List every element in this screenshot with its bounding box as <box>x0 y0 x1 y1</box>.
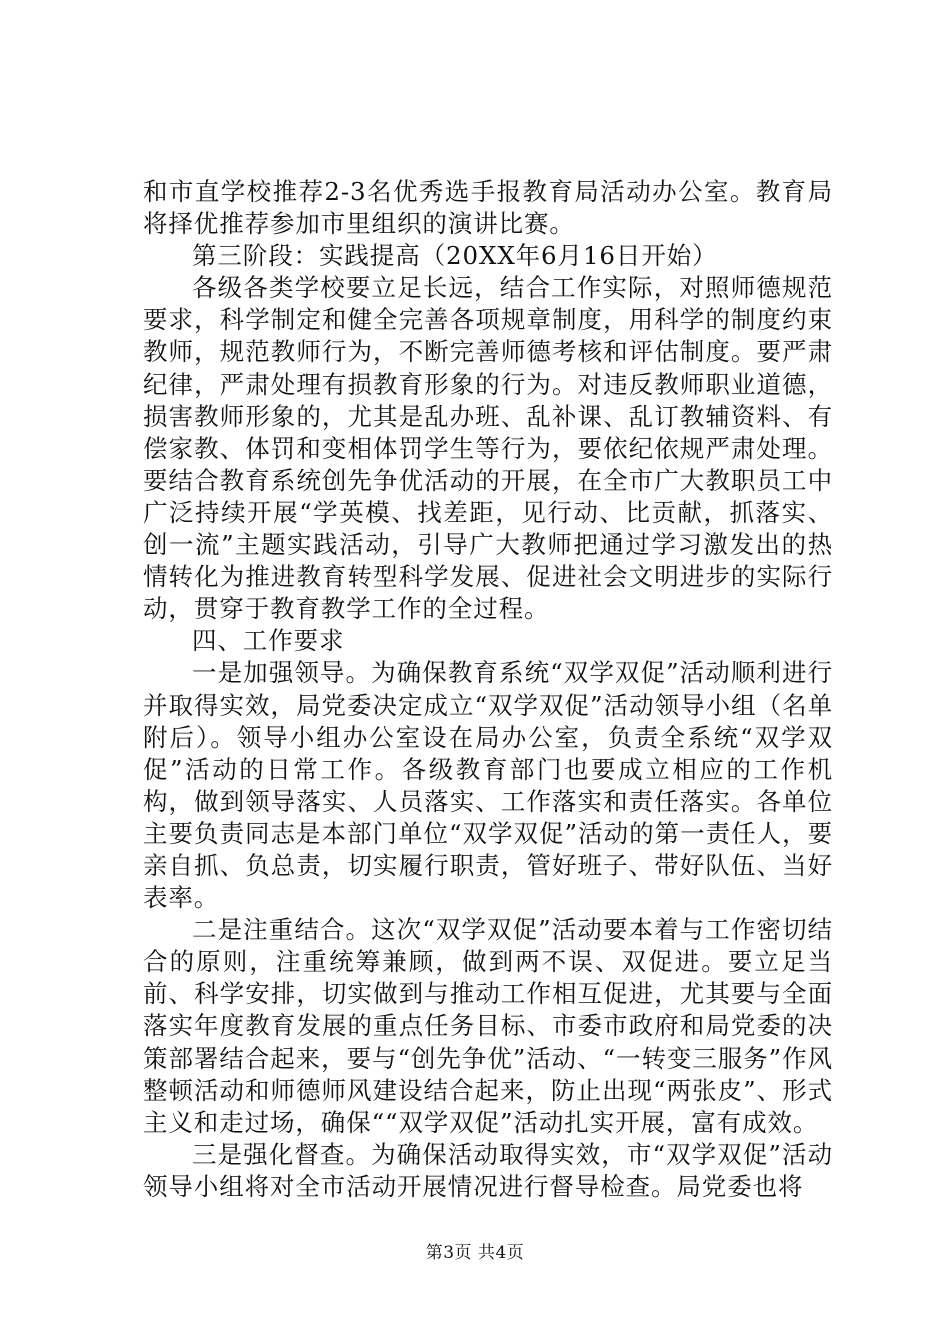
paragraph-integration: 二是注重结合。这次“双学双促”活动要本着与工作密切结合的原则，注重统筹兼顾，做到两不误、双促进。要立足当前、科学安排，切实做到与推动工作相互促进，尤其要与全面落实年度教育发展的重点任务目标、市委市政府和局党委的决策部署结合起来，要与“创先争优”活动、“一转变三服务”作风整顿活动和师德师风建设结合起来，防止出现“两张皮”、形式主义和走过场，确保““双学双促”活动扎实开展，富有成效。 <box>143 915 833 1137</box>
section-heading: 四、工作要求 <box>192 626 345 656</box>
stage-heading: 第三阶段：实践提高（20XX年6月16日开始） <box>192 241 718 271</box>
paragraph-practice: 各级各类学校要立足长远，结合工作实际，对照师德规范要求，科学制定和健全完善各项规章制度，用科学的制度约束教师，规范教师行为，不断完善师德考核和评估制度。要严肃纪律，严肃处理有损教育形象的行为。对违反教师职业道德，损害教师形象的，尤其是乱办班、乱补课、乱订教辅资料、有偿家教、体罚和变相体罚学生等行为，要依纪依规严肃处理。要结合教育系统创先争优活动的开展，在全市广大教职员工中广泛持续开展“学英模、找差距，见行动、比贡献，抓落实、创一流”主题实践活动，引导广大教师把通过学习激发出的热情转化为推进教育转型科学发展、促进社会文明进步的实际行动，贯穿于教育教学工作的全过程。 <box>143 273 833 624</box>
document-body <box>143 176 833 1203</box>
paragraph-leadership: 一是加强领导。为确保教育系统“双学双促”活动顺利进行并取得实效，局党委决定成立“双学双促”活动领导小组（名单附后）。领导小组办公室设在局办公室，负责全系统“双学双促”活动的日常工作。各级教育部门也要成立相应的工作机构，做到领导落实、人员落实、工作落实和责任落实。各单位主要负责同志是本部门单位“双学双促”活动的第一责任人，要亲自抓、负总责，切实履行职责，管好班子、带好队伍、当好表率。 <box>143 658 833 913</box>
page-number: 第3页 共4页 <box>425 1243 525 1263</box>
paragraph-supervision: 三是强化督查。为确保活动取得实效，市“双学双促”活动领导小组将对全市活动开展情况进行督导检查。局党委也将 <box>143 1139 833 1201</box>
paragraph-continuation: 和市直学校推荐2-3名优秀选手报教育局活动办公室。教育局将择优推荐参加市里组织的演讲比赛。 <box>143 177 833 239</box>
